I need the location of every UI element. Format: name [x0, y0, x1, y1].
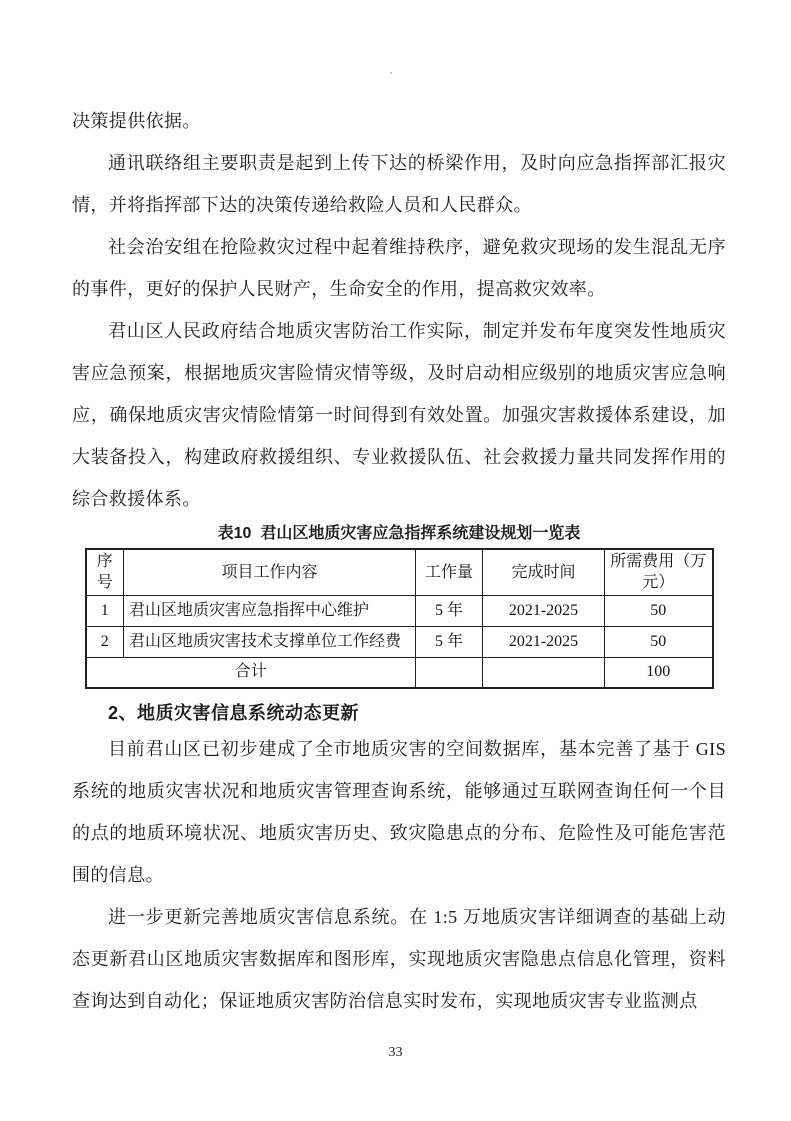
cell-content: 君山区地质灾害应急指挥中心维护: [124, 595, 416, 626]
table-row: [86, 626, 713, 657]
paragraph: 通讯联络组主要职责是起到上传下达的桥梁作用，及时向应急指挥部汇报灾情，并将指挥部下达的决策传递给救险人员和人民群众。: [72, 153, 726, 215]
cell-total-workload: [416, 657, 483, 688]
header-cell-workload: 工作量: [416, 549, 483, 595]
cell-total-completion-time: [483, 657, 605, 688]
header-cell-completion-time: 完成时间: [483, 549, 605, 595]
cell-cost: 50: [605, 626, 713, 657]
cell-total-cost: 100: [605, 657, 713, 688]
cell-completion-time: 2021-2025: [483, 626, 605, 657]
paragraph: 进一步更新完善地质灾害信息系统。在 1:5 万地质灾害详细调查的基础上动态更新君山区地质灾害数据库和图形库，实现地质灾害隐患点信息化管理，资料查询达到自动化；保证地质灾害防治信息实时发布，实现地质灾害专业监测点: [72, 907, 726, 1011]
paragraph-continuation: 决策提供依据。: [72, 111, 201, 131]
scan-artifact-dot: [390, 72, 392, 74]
table-caption: 表10 君山区地质灾害应急指挥系统建设规划一览表: [217, 525, 581, 542]
cell-workload: 5 年: [416, 595, 483, 626]
table-row: [86, 595, 713, 626]
header-cell-content: 项目工作内容: [124, 549, 416, 595]
paragraph: 目前君山区已初步建成了全市地质灾害的空间数据库，基本完善了基于 GIS 系统的地质灾害状况和地质灾害管理查询系统，能够通过互联网查询任何一个目的点的地质环境状况、地质灾害历史、致灾隐患点的分布、危险性及可能危害范围的信息。: [72, 739, 726, 885]
cell-content: 君山区地质灾害技术支撑单位工作经费: [124, 626, 416, 657]
paragraph: 君山区人民政府结合地质灾害防治工作实际，制定并发布年度突发性地质灾害应急预案，根据地质灾害险情灾情等级，及时启动相应级别的地质灾害应急响应，确保地质灾害灾情险情第一时间得到有效处置。加强灾害救援体系建设，加大装备投入，构建政府救援组织、专业救援队伍、社会救援力量共同发挥作用的综合救援体系。: [72, 321, 726, 509]
header-cell-index: 序号: [86, 549, 124, 595]
cell-completion-time: 2021-2025: [483, 595, 605, 626]
cell-index: 1: [86, 595, 124, 626]
table-total-row: [86, 657, 713, 688]
table-header-row: [86, 549, 713, 595]
cell-cost: 50: [605, 595, 713, 626]
cell-workload: 5 年: [416, 626, 483, 657]
cell-total-label: 合计: [86, 657, 416, 688]
paragraph: 社会治安组在抢险救灾过程中起着维持秩序，避免救灾现场的发生混乱无序的事件，更好的保护人民财产，生命安全的作用，提高救灾效率。: [72, 237, 726, 299]
page-number: 33: [388, 1045, 403, 1060]
header-cell-cost: 所需费用（万元）: [605, 549, 713, 595]
planning-table: [85, 548, 714, 689]
section-heading: 2、地质灾害信息系统动态更新: [108, 703, 360, 723]
cell-index: 2: [86, 626, 124, 657]
